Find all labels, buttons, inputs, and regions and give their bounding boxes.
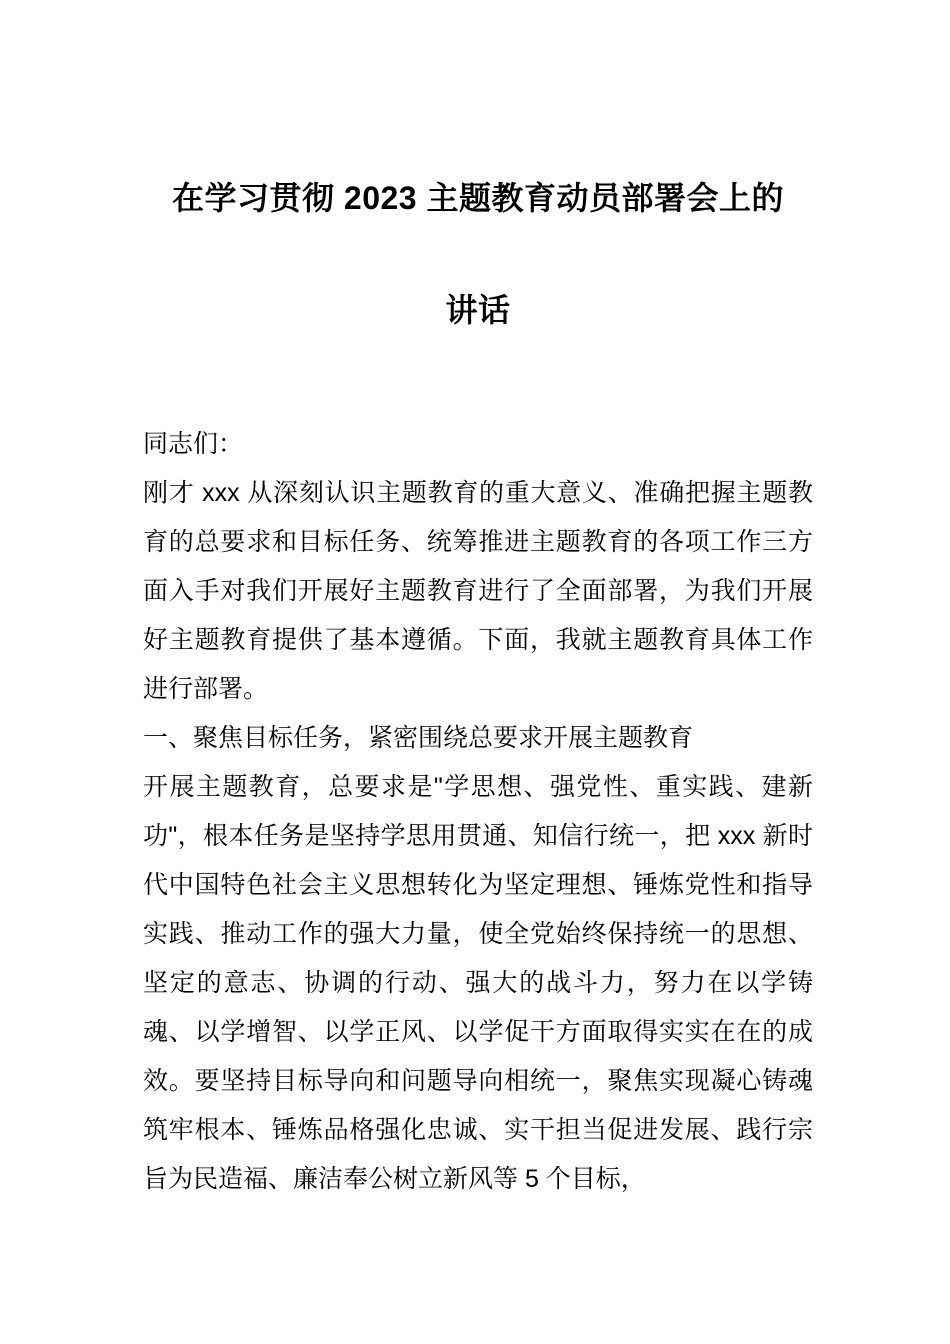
section-heading-1: 一、聚焦目标任务，紧密围绕总要求开展主题教育 — [143, 724, 694, 752]
page-title-line-1: 在学习贯彻 2023 主题教育动员部署会上的 — [172, 180, 784, 216]
salutation: 同志们： — [143, 430, 244, 458]
document-content — [143, 0, 813, 1204]
intro-paragraph: 刚才 xxx 从深刻认识主题教育的重大意义、准确把握主题教育的总要求和目标任务、统筹推进主题教育的各项工作三方面入手对我们开展好主题教育进行了全面部署，为我们开展好主题教育提供了基本遵循。下面，我就主题教育具体工作进行部署。 — [143, 479, 813, 703]
page-title — [143, 0, 813, 366]
section-1-paragraph-1: 开展主题教育，总要求是"学思想、强党性、重实践、建新功"，根本任务是坚持学思用贯通、知信行统一，把 xxx 新时代中国特色社会主义思想转化为坚定理想、锤炼党性和指导实践、推动工作的强大力量，使全党始终保持统一的思想、坚定的意志、协调的行动、强大的战斗力，努力在以学铸魂、以学增智、以学正风、以学促干方面取得实实在在的成效。要坚持目标导向和问题导向相统一，聚焦实现凝心铸魂筑牢根本、锤炼品格强化忠诚、实干担当促进发展、践行宗旨为民造福、廉洁奉公树立新风等 5 个目标， — [143, 773, 813, 1193]
document-body — [143, 366, 813, 1204]
page-title-line-2: 讲话 — [445, 292, 511, 328]
